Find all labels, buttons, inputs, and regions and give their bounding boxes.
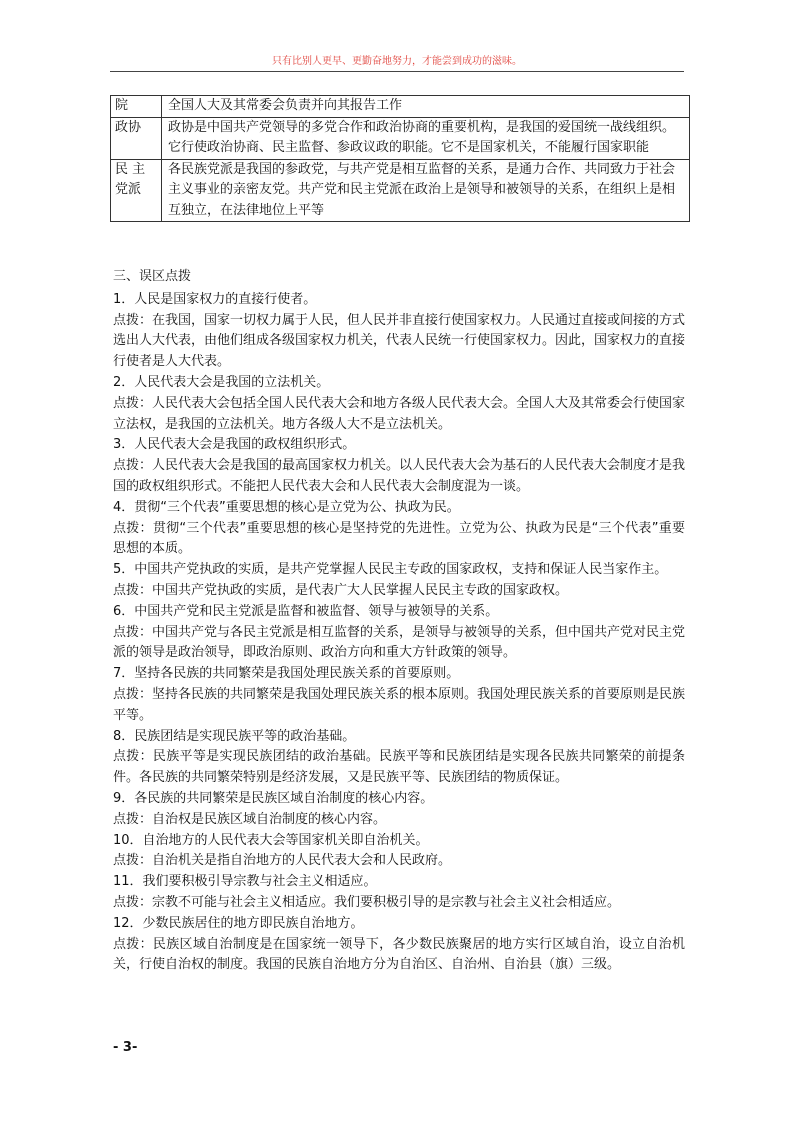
table-cell-key: 民 主党派 [111, 159, 162, 222]
table-cell-key: 政协 [111, 117, 162, 159]
explanation: 点拨：民族平等是实现民族团结的政治基础。民族平等和民族团结是实现各民族共同繁荣的前提条件。各民族的共同繁荣特别是经济发展，又是民族平等、民族团结的物质保证。 [113, 749, 685, 786]
explanation: 点拨：民族区域自治制度是在国家统一领导下，各少数民族聚居的地方实行区域自治，设立自治机关，行使自治权的制度。我国的民族自治地方分为自治区、自治州、自治县（旗）三级。 [113, 936, 685, 973]
table-cell-value: 政协是中国共产党领导的多党合作和政治协商的重要机构，是我国的爱国统一战线组织。它行使政治协商、民主监督、参政议政的职能。它不是国家机关，不能履行国家职能 [162, 117, 690, 159]
table-cell-key: 院 [111, 96, 162, 118]
page-number: - 3- [113, 1040, 138, 1055]
table-cell-value: 各民族党派是我国的参政党，与共产党是相互监督的关系，是通力合作、共同致力于社会主义事业的亲密友党。共产党和民主党派在政治上是领导和被领导的关系，在组织上是相互独立，在法律地位上平等 [162, 159, 690, 222]
explanation: 点拨：中国共产党执政的实质，是代表广大人民掌握人民民主专政的国家政权。 [113, 582, 569, 598]
explanation: 点拨：自治机关是指自治地方的人民代表大会和人民政府。 [113, 853, 452, 869]
header-divider [110, 71, 684, 72]
explanation: 点拨：人民代表大会是我国的最高国家权力机关。以人民代表大会为基石的人民代表大会制度才是我国的政权组织形式。不能把人民代表大会和人民代表大会制度混为一谈。 [113, 458, 686, 494]
explanation: 点拨：自治权是民族区域自治制度的核心内容。 [113, 811, 387, 827]
table-row [111, 159, 690, 222]
misconception: 10．自治地方的人民代表大会等国家机关即自治机关。 [113, 832, 429, 848]
main-content [113, 267, 685, 976]
explanation: 点拨：坚持各民族的共同繁荣是我国处理民族关系的根本原则。我国处理民族关系的首要原则是民族平等。 [113, 686, 686, 723]
explanation: 点拨：宗教不可能与社会主义相适应。我们要积极引导的是宗教与社会主义社会相适应。 [113, 894, 621, 910]
misconception: 1．人民是国家权力的直接行使者。 [113, 291, 317, 307]
explanation: 点拨：在我国，国家一切权力属于人民，但人民并非直接行使国家权力。人民通过直接或间接的方式选出人大代表，由他们组成各级国家权力机关，代表人民统一行使国家权力。因此，国家权力的直接行使者是人大代表。 [113, 312, 686, 370]
header-motto: 只有比别人更早、更勤奋地努力，才能尝到成功的滋味。 [272, 56, 522, 67]
misconception: 3．人民代表大会是我国的政权组织形式。 [113, 437, 356, 453]
misconception: 7．坚持各民族的共同繁荣是我国处理民族关系的首要原则。 [113, 666, 460, 682]
misconception: 2．人民代表大会是我国的立法机关。 [113, 374, 330, 390]
misconception: 4．贯彻“三个代表”重要思想的核心是立党为公、执政为民。 [113, 499, 460, 515]
misconception: 12．少数民族居住的地方即民族自治地方。 [113, 915, 364, 931]
table-cell-value: 全国人大及其常委会负责并向其报告工作 [162, 96, 690, 118]
explanation: 点拨：贯彻“三个代表”重要思想的核心是坚持党的先进性。立党为公、执政为民是“三个代表”重要思想的本质。 [113, 520, 685, 557]
table-row [111, 96, 690, 118]
comparison-table [110, 95, 690, 222]
explanation: 点拨：中国共产党与各民主党派是相互监督的关系，是领导与被领导的关系，但中国共产党对民主党派的领导是政治领导，即政治原则、政治方向和重大方针政策的领导。 [113, 624, 686, 661]
table-row [111, 117, 690, 159]
misconception: 11．我们要积极引导宗教与社会主义相适应。 [113, 874, 377, 890]
explanation: 点拨：人民代表大会包括全国人民代表大会和地方各级人民代表大会。全国人大及其常委会行使国家立法权，是我国的立法机关。地方各级人大不是立法机关。 [113, 395, 686, 432]
misconception: 5．中国共产党执政的实质，是共产党掌握人民民主专政的国家政权，支持和保证人民当家作主。 [113, 562, 668, 578]
misconception: 8．民族团结是实现民族平等的政治基础。 [113, 728, 356, 744]
misconception: 6．中国共产党和民主党派是监督和被监督、领导与被领导的关系。 [113, 603, 499, 619]
section-title: 三、误区点拨 [113, 269, 192, 284]
misconception: 9．各民族的共同繁荣是民族区域自治制度的核心内容。 [113, 790, 434, 806]
